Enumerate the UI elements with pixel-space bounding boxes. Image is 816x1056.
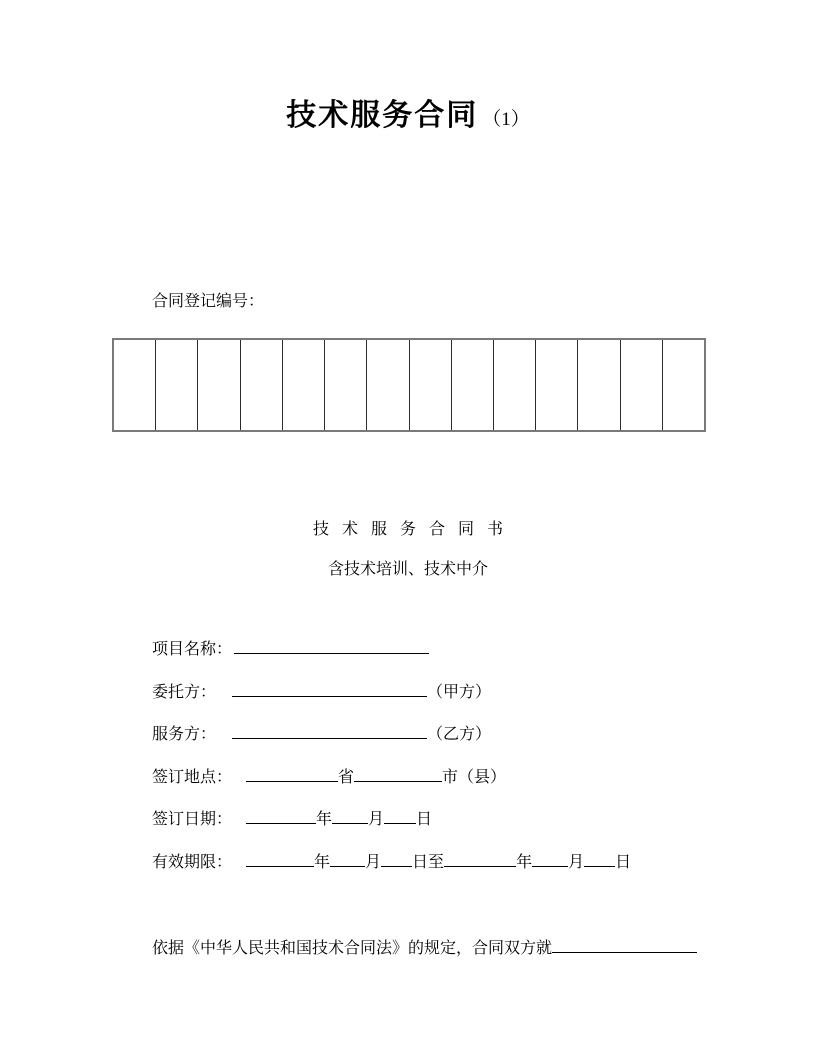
document-title: [0, 90, 816, 134]
registration-number-label: 合同登记编号：: [152, 293, 265, 310]
registration-cell: [324, 340, 366, 430]
legal-basis-text: 依据《中华人民共和国技术合同法》的规定，合同双方就: [152, 940, 553, 957]
validity-month2-blank: [532, 850, 568, 867]
legal-basis-blank: [552, 936, 697, 953]
city-blank: [354, 765, 442, 782]
registration-cell: [577, 340, 619, 430]
validity-day2-blank: [584, 850, 615, 867]
client-label: 委托方：: [152, 684, 217, 701]
client-suffix: （甲方）: [427, 684, 492, 701]
signing-date-label: 签订日期：: [152, 811, 233, 828]
document-title-suffix: （1）: [482, 109, 530, 130]
validity-month2-label: 月: [568, 854, 585, 871]
legal-basis-clause: [152, 936, 697, 959]
validity-dayto-label: 日至: [412, 854, 445, 871]
date-day-blank: [384, 807, 416, 824]
date-year-blank: [246, 807, 316, 824]
client-blank: [232, 680, 427, 697]
contract-heading: 技 术 服 务 合 同 书: [312, 521, 503, 538]
registration-cell: [155, 340, 197, 430]
field-validity-period: [152, 850, 631, 873]
date-month-blank: [332, 807, 368, 824]
validity-year2-blank: [444, 850, 516, 867]
validity-year2-label: 年: [516, 854, 533, 871]
date-month-label: 月: [368, 811, 385, 828]
registration-cell: [197, 340, 239, 430]
registration-cell: [240, 340, 282, 430]
contract-subheading: 含技术培训、技术中介: [327, 561, 488, 578]
provider-label: 服务方：: [152, 726, 217, 743]
project-name-blank: [234, 637, 429, 654]
provider-blank: [232, 722, 427, 739]
city-label: 市（县）: [442, 769, 507, 786]
registration-cell: [409, 340, 451, 430]
provider-suffix: （乙方）: [427, 726, 492, 743]
field-signing-date: [152, 807, 432, 830]
registration-cell: [620, 340, 662, 430]
province-blank: [246, 765, 338, 782]
validity-year1-label: 年: [314, 854, 331, 871]
registration-cell: [535, 340, 577, 430]
registration-cell: [662, 340, 704, 430]
field-provider: [152, 722, 491, 745]
validity-day1-blank: [381, 850, 412, 867]
registration-number-table: [112, 338, 706, 432]
date-year-label: 年: [316, 811, 333, 828]
signing-place-label: 签订地点：: [152, 769, 233, 786]
document-title-text: 技术服务合同: [286, 99, 479, 132]
registration-cell: [451, 340, 493, 430]
validity-month1-blank: [330, 850, 365, 867]
validity-month1-label: 月: [365, 854, 382, 871]
validity-day2-label: 日: [615, 854, 632, 871]
registration-cell: [282, 340, 324, 430]
field-project-name: [152, 637, 429, 660]
province-label: 省: [338, 769, 355, 786]
date-day-label: 日: [416, 811, 433, 828]
registration-cell: [366, 340, 408, 430]
project-name-label: 项目名称：: [152, 641, 233, 658]
validity-label: 有效期限：: [152, 854, 233, 871]
field-client: [152, 680, 491, 703]
registration-cell: [114, 340, 155, 430]
field-signing-place: [152, 765, 506, 788]
validity-year1-blank: [246, 850, 314, 867]
registration-cell: [493, 340, 535, 430]
